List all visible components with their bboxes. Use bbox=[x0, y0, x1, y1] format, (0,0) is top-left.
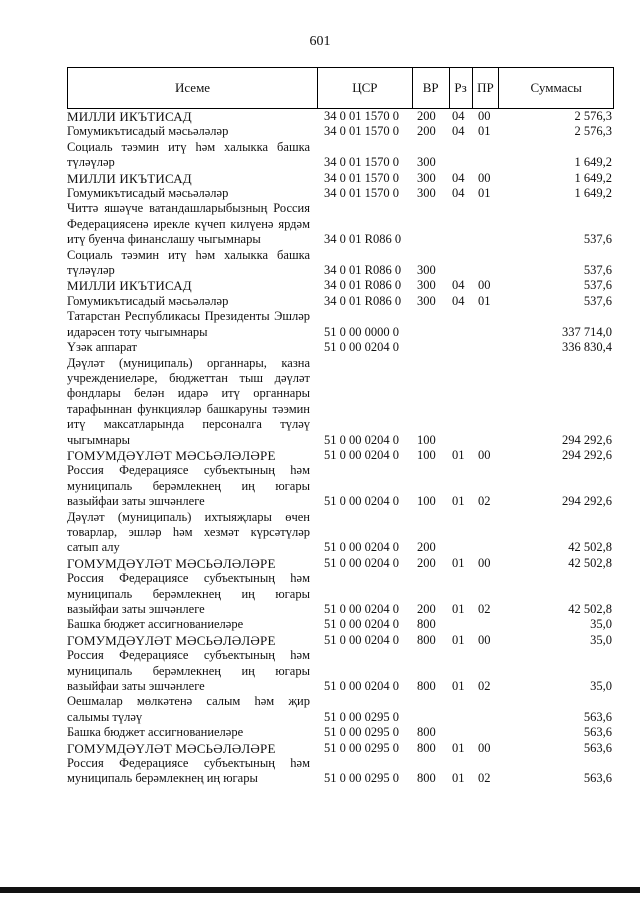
table-row bbox=[67, 356, 614, 448]
row-vr: 200 bbox=[417, 540, 436, 555]
table-row bbox=[67, 633, 614, 648]
row-csr: 34 0 01 R086 0 bbox=[324, 293, 402, 308]
table-row bbox=[67, 278, 614, 293]
row-vr: 300 bbox=[417, 155, 436, 170]
table-row bbox=[67, 694, 614, 725]
row-vr: 800 bbox=[417, 617, 436, 632]
row-sum: 563,6 bbox=[583, 709, 612, 724]
row-csr: 51 0 00 0204 0 bbox=[324, 447, 399, 462]
row-name: Социаль тәэмин итү һәм халыкка башка түләүләр bbox=[67, 139, 310, 170]
row-pr: 00 bbox=[478, 740, 491, 755]
row-csr: 51 0 00 0204 0 bbox=[324, 340, 399, 355]
row-name: Гомумикътисадый мәсьәләләр bbox=[67, 124, 229, 139]
row-sum: 537,6 bbox=[583, 278, 612, 293]
row-pr: 02 bbox=[478, 771, 491, 786]
row-vr: 800 bbox=[417, 679, 436, 694]
row-pr: 01 bbox=[478, 293, 491, 308]
row-vr: 300 bbox=[417, 263, 436, 278]
row-csr: 51 0 00 0204 0 bbox=[324, 432, 399, 447]
row-rz: 01 bbox=[452, 679, 465, 694]
table-row bbox=[67, 648, 614, 694]
row-name: Татарстан Республикасы Президенты Эшләр идарәсен тоту чыгымнары bbox=[67, 309, 310, 339]
table-row bbox=[67, 725, 614, 740]
row-sum: 537,6 bbox=[583, 263, 612, 278]
row-csr: 51 0 00 0204 0 bbox=[324, 602, 399, 616]
table-row bbox=[67, 571, 614, 617]
row-rz: 04 bbox=[452, 278, 465, 293]
budget-table bbox=[67, 67, 614, 787]
row-csr: 51 0 00 0204 0 bbox=[324, 632, 399, 647]
row-rz: 04 bbox=[452, 124, 465, 139]
table-row bbox=[67, 248, 614, 279]
scan-border bbox=[0, 887, 640, 893]
row-name: Социаль тәэмин итү һәм халыкка башка түләүләр bbox=[67, 247, 310, 278]
header-name: Исеме bbox=[68, 68, 318, 108]
row-rz: 01 bbox=[452, 632, 465, 647]
row-csr: 34 0 01 1570 0 bbox=[324, 109, 399, 123]
row-sum: 1 649,2 bbox=[574, 186, 612, 201]
row-pr: 00 bbox=[478, 447, 491, 462]
row-csr: 34 0 01 1570 0 bbox=[324, 170, 399, 185]
row-pr: 00 bbox=[478, 109, 491, 123]
row-name: ГОМУМДӘҮЛӘТ МӘСЬӘЛӘЛӘРЕ bbox=[67, 632, 276, 648]
row-pr: 00 bbox=[478, 170, 491, 185]
row-vr: 800 bbox=[417, 632, 436, 647]
row-name: МИЛЛИ ИКЪТИСАД bbox=[67, 170, 192, 186]
row-name: Дәүләт (муниципаль) органнары, казна учреждениеләре, бюджеттан тыш дәүләт фондлары белән идарә итү органнары тарафыннан функцияләр башкаруны тәэмин итү максатларында персоналга түләү чыгымнары bbox=[67, 355, 310, 447]
row-csr: 34 0 01 1570 0 bbox=[324, 124, 399, 139]
table-row bbox=[67, 510, 614, 556]
row-csr: 51 0 00 0295 0 bbox=[324, 740, 399, 755]
header-rz: Рз bbox=[450, 68, 473, 108]
table-row bbox=[67, 741, 614, 756]
row-rz: 04 bbox=[452, 186, 465, 201]
row-rz: 01 bbox=[452, 740, 465, 755]
row-pr: 00 bbox=[478, 632, 491, 647]
row-csr: 51 0 00 0295 0 bbox=[324, 709, 399, 724]
row-name: Читтә яшәүче ватандашларыбызның Россия Федерациясенә ирекле күчеп килүенә ярдәм итү буенча финанслашу чыгымнары bbox=[67, 201, 310, 247]
page-number: 601 bbox=[309, 34, 331, 49]
row-vr: 800 bbox=[417, 740, 436, 755]
table-row bbox=[67, 309, 614, 340]
header-vr: ВР bbox=[413, 68, 450, 108]
row-name: ГОМУМДӘҮЛӘТ МӘСЬӘЛӘЛӘРЕ bbox=[67, 740, 276, 756]
table-row bbox=[67, 294, 614, 309]
row-name: Гомумикътисадый мәсьәләләр bbox=[67, 293, 229, 308]
header-pr: ПР bbox=[473, 68, 500, 108]
row-vr: 300 bbox=[417, 186, 436, 201]
row-pr: 00 bbox=[478, 278, 491, 293]
row-rz: 04 bbox=[452, 170, 465, 185]
row-rz: 04 bbox=[452, 293, 465, 308]
row-sum: 1 649,2 bbox=[574, 170, 612, 185]
row-name: Россия Федерациясе субъектының һәм муниципаль берәмлекнең иң югары bbox=[67, 756, 310, 786]
row-vr: 200 bbox=[417, 602, 436, 616]
table-row bbox=[67, 109, 614, 124]
header-sum: Суммасы bbox=[530, 80, 582, 95]
row-vr: 300 bbox=[417, 170, 436, 185]
row-sum: 2 576,3 bbox=[574, 124, 612, 139]
row-sum: 337 714,0 bbox=[562, 324, 612, 339]
row-sum: 563,6 bbox=[583, 740, 612, 755]
row-name: Россия Федерациясе субъектының һәм муниципаль берәмлекнең иң югары вазыйфаи заты эшчәнлеге bbox=[67, 648, 310, 694]
row-csr: 51 0 00 0204 0 bbox=[324, 617, 399, 632]
row-sum: 563,6 bbox=[583, 725, 612, 740]
row-sum: 563,6 bbox=[583, 771, 612, 786]
row-sum: 35,0 bbox=[590, 632, 612, 647]
row-name: Россия Федерациясе субъектының һәм муниципаль берәмлекнең иң югары вазыйфаи заты эшчәнлеге bbox=[67, 463, 310, 509]
row-vr: 100 bbox=[417, 447, 436, 462]
table-row bbox=[67, 171, 614, 186]
row-name: МИЛЛИ ИКЪТИСАД bbox=[67, 109, 192, 124]
row-sum: 42 502,8 bbox=[568, 540, 612, 555]
row-csr: 34 0 01 R086 0 bbox=[324, 263, 402, 278]
row-name: Башка бюджет ассигнованиеләре bbox=[67, 725, 244, 740]
row-csr: 51 0 00 0204 0 bbox=[324, 679, 399, 694]
row-pr: 02 bbox=[478, 602, 491, 616]
row-sum: 35,0 bbox=[590, 679, 612, 694]
row-rz: 01 bbox=[452, 602, 465, 616]
row-sum: 294 292,6 bbox=[562, 447, 612, 462]
row-name: Үзәк аппарат bbox=[67, 340, 137, 355]
row-csr: 51 0 00 0204 0 bbox=[324, 540, 399, 555]
row-vr: 300 bbox=[417, 278, 436, 293]
row-vr: 800 bbox=[417, 725, 436, 740]
row-name: Оешмалар мөлкәтенә салым һәм җир салымы түләү bbox=[67, 694, 310, 724]
row-csr: 51 0 00 0295 0 bbox=[324, 771, 399, 786]
row-sum: 294 292,6 bbox=[562, 494, 612, 509]
row-pr: 00 bbox=[478, 555, 491, 570]
row-name: Дәүләт (муниципаль) ихтыяҗлары өчен товарлар, эшләр һәм хезмәт күрсәтүләр сатып алу bbox=[67, 509, 310, 555]
table-body bbox=[67, 109, 614, 787]
table-row bbox=[67, 201, 614, 247]
table-header bbox=[67, 67, 614, 109]
row-rz: 01 bbox=[452, 555, 465, 570]
row-vr: 100 bbox=[417, 432, 436, 447]
row-csr: 51 0 00 0204 0 bbox=[324, 555, 399, 570]
row-csr: 34 0 01 R086 0 bbox=[324, 278, 402, 293]
table-row bbox=[67, 463, 614, 509]
row-sum: 1 649,2 bbox=[574, 155, 612, 170]
row-sum: 2 576,3 bbox=[574, 109, 612, 123]
table-row bbox=[67, 448, 614, 463]
row-name: ГОМУМДӘҮЛӘТ МӘСЬӘЛӘЛӘРЕ bbox=[67, 555, 276, 571]
row-sum: 336 830,4 bbox=[562, 340, 612, 355]
row-pr: 01 bbox=[478, 124, 491, 139]
row-name: Россия Федерациясе субъектының һәм муниципаль берәмлекнең иң югары вазыйфаи заты эшчәнлеге bbox=[67, 571, 310, 616]
row-rz: 01 bbox=[452, 494, 465, 509]
row-sum: 537,6 bbox=[583, 232, 612, 247]
table-row bbox=[67, 340, 614, 355]
row-sum: 35,0 bbox=[590, 617, 612, 632]
row-csr: 51 0 00 0204 0 bbox=[324, 494, 399, 509]
header-csr: ЦСР bbox=[318, 68, 413, 108]
row-sum: 42 502,8 bbox=[568, 602, 612, 616]
row-vr: 300 bbox=[417, 293, 436, 308]
row-sum: 537,6 bbox=[583, 293, 612, 308]
row-rz: 01 bbox=[452, 447, 465, 462]
row-vr: 100 bbox=[417, 494, 436, 509]
table-row bbox=[67, 756, 614, 787]
row-vr: 200 bbox=[417, 555, 436, 570]
table-row bbox=[67, 124, 614, 139]
row-csr: 51 0 00 0000 0 bbox=[324, 324, 399, 339]
row-pr: 01 bbox=[478, 186, 491, 201]
row-vr: 800 bbox=[417, 771, 436, 786]
table-row bbox=[67, 140, 614, 171]
row-rz: 01 bbox=[452, 771, 465, 786]
row-vr: 200 bbox=[417, 124, 436, 139]
row-csr: 34 0 01 R086 0 bbox=[324, 232, 402, 247]
row-csr: 34 0 01 1570 0 bbox=[324, 155, 399, 170]
row-name: Башка бюджет ассигнованиеләре bbox=[67, 617, 244, 632]
row-rz: 04 bbox=[452, 109, 465, 123]
row-pr: 02 bbox=[478, 679, 491, 694]
table-row bbox=[67, 617, 614, 632]
row-pr: 02 bbox=[478, 494, 491, 509]
row-name: ГОМУМДӘҮЛӘТ МӘСЬӘЛӘЛӘРЕ bbox=[67, 447, 276, 463]
row-csr: 51 0 00 0295 0 bbox=[324, 725, 399, 740]
table-row bbox=[67, 556, 614, 571]
row-vr: 200 bbox=[417, 109, 436, 123]
row-csr: 34 0 01 1570 0 bbox=[324, 186, 399, 201]
row-sum: 42 502,8 bbox=[568, 555, 612, 570]
table-row bbox=[67, 186, 614, 201]
row-name: Гомумикътисадый мәсьәләләр bbox=[67, 186, 229, 201]
row-name: МИЛЛИ ИКЪТИСАД bbox=[67, 278, 192, 294]
row-sum: 294 292,6 bbox=[562, 432, 612, 447]
